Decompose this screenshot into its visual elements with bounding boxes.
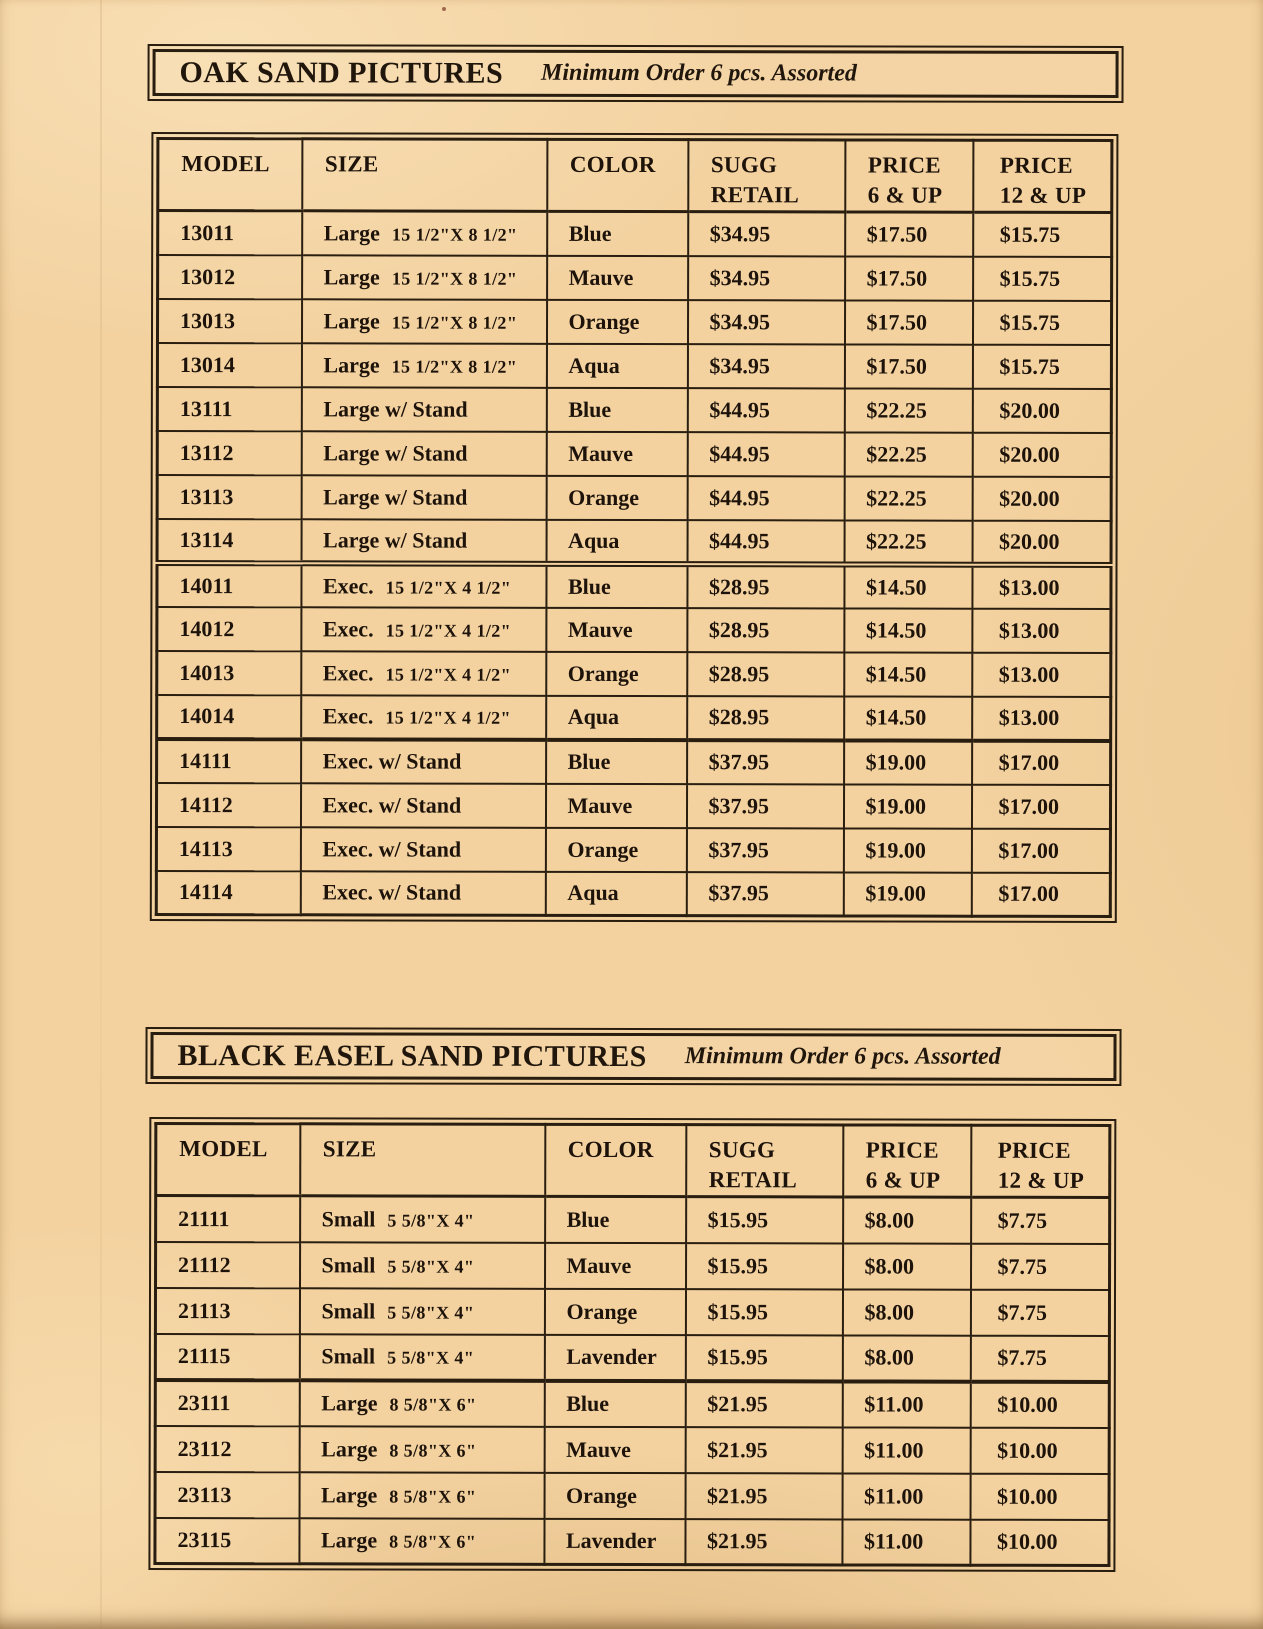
cell-sugg-retail: $21.95 bbox=[685, 1381, 842, 1427]
cell-model: 21112 bbox=[156, 1242, 300, 1288]
cell-sugg-retail: $44.95 bbox=[687, 476, 844, 520]
table-row bbox=[155, 1334, 1109, 1382]
cell-price-12up: $13.00 bbox=[972, 564, 1111, 608]
cell-model: 14113 bbox=[156, 827, 300, 871]
cell-size: Large 8 5/8"X 6" bbox=[299, 1518, 544, 1565]
table-body-black-easel bbox=[155, 1196, 1110, 1566]
cell-size: Large 8 5/8"X 6" bbox=[299, 1380, 544, 1427]
cell-size: Large 15 1/2"X 8 1/2" bbox=[301, 299, 546, 344]
cell-price-12up: $10.00 bbox=[970, 1473, 1109, 1519]
section-title-black-easel: BLACK EASEL SAND PICTURES bbox=[177, 1038, 647, 1073]
cell-color: Aqua bbox=[545, 871, 686, 915]
col-header-color: COLOR bbox=[545, 1124, 686, 1196]
col-header-model: MODEL bbox=[158, 139, 302, 211]
cell-price-6up: $14.50 bbox=[844, 564, 972, 608]
cell-price-12up: $17.00 bbox=[971, 784, 1110, 828]
cell-price-12up: $17.00 bbox=[972, 740, 1111, 784]
table-row bbox=[157, 739, 1111, 785]
cell-price-6up: $19.00 bbox=[844, 740, 972, 784]
cell-sugg-retail: $15.95 bbox=[685, 1335, 842, 1381]
header-row bbox=[158, 139, 1112, 213]
cell-sugg-retail: $34.95 bbox=[688, 256, 845, 300]
cell-price-12up: $20.00 bbox=[972, 388, 1111, 432]
cell-price-12up: $13.00 bbox=[972, 652, 1111, 696]
section-header-black-easel bbox=[145, 1027, 1121, 1086]
cell-size: Large 15 1/2"X 8 1/2" bbox=[301, 343, 546, 388]
cell-sugg-retail: $37.95 bbox=[687, 740, 844, 784]
cell-price-12up: $15.75 bbox=[972, 300, 1111, 344]
cell-color: Mauve bbox=[544, 1426, 685, 1472]
cell-sugg-retail: $44.95 bbox=[687, 388, 844, 432]
cell-size: Large 8 5/8"X 6" bbox=[299, 1426, 544, 1473]
table-row bbox=[155, 1518, 1109, 1566]
cell-price-12up: $7.75 bbox=[971, 1197, 1110, 1243]
cell-color: Orange bbox=[545, 827, 686, 871]
cell-color: Mauve bbox=[546, 431, 687, 475]
cell-color: Mauve bbox=[547, 255, 688, 299]
table-row bbox=[157, 519, 1111, 565]
section-title-oak: OAK SAND PICTURES bbox=[179, 55, 504, 90]
table-row bbox=[155, 1472, 1109, 1520]
cell-color: Aqua bbox=[546, 343, 687, 387]
cell-color: Lavender bbox=[544, 1334, 685, 1380]
cell-price-6up: $22.25 bbox=[844, 476, 972, 520]
cell-size: Small 5 5/8"X 4" bbox=[299, 1334, 544, 1381]
table-row bbox=[157, 695, 1111, 741]
cell-color: Blue bbox=[547, 211, 688, 255]
table-row bbox=[158, 255, 1112, 301]
cell-price-6up: $22.25 bbox=[844, 432, 972, 476]
cell-sugg-retail: $37.95 bbox=[686, 784, 843, 828]
cell-price-6up: $8.00 bbox=[843, 1197, 971, 1243]
cell-size: Small 5 5/8"X 4" bbox=[300, 1196, 545, 1243]
table-body-oak bbox=[156, 211, 1111, 917]
cell-sugg-retail: $21.95 bbox=[685, 1519, 842, 1565]
col-header-sugg-retail: SUGG RETAIL bbox=[686, 1125, 843, 1197]
cell-size: Exec. 15 1/2"X 4 1/2" bbox=[301, 695, 546, 740]
cell-model: 13112 bbox=[157, 431, 301, 475]
cell-model: 21113 bbox=[155, 1288, 299, 1334]
cell-color: Orange bbox=[546, 299, 687, 343]
cell-size: Large w/ Stand bbox=[301, 431, 546, 476]
cell-model: 13012 bbox=[158, 255, 302, 299]
table-row bbox=[156, 827, 1110, 873]
cell-model: 14112 bbox=[156, 783, 300, 827]
cell-color: Orange bbox=[544, 1288, 685, 1334]
cell-size: Small 5 5/8"X 4" bbox=[300, 1242, 545, 1289]
cell-size: Large w/ Stand bbox=[301, 475, 546, 520]
cell-price-12up: $10.00 bbox=[970, 1427, 1109, 1473]
cell-size: Exec. 15 1/2"X 4 1/2" bbox=[301, 607, 546, 652]
cell-model: 14114 bbox=[156, 871, 300, 915]
col-header-price-6up: PRICE 6 & UP bbox=[845, 140, 973, 212]
cell-color: Blue bbox=[546, 563, 687, 607]
cell-size: Large 15 1/2"X 8 1/2" bbox=[302, 255, 547, 300]
cell-color: Blue bbox=[544, 1380, 685, 1426]
table-row bbox=[156, 1196, 1110, 1244]
cell-price-6up: $19.00 bbox=[843, 784, 971, 828]
table-row bbox=[157, 563, 1111, 609]
cell-price-12up: $7.75 bbox=[970, 1335, 1109, 1381]
cell-sugg-retail: $37.95 bbox=[686, 828, 843, 872]
cell-size: Large w/ Stand bbox=[301, 519, 546, 564]
cell-price-6up: $22.25 bbox=[844, 388, 972, 432]
cell-price-6up: $8.00 bbox=[842, 1289, 970, 1335]
cell-color: Mauve bbox=[545, 1242, 686, 1288]
col-header-price-12up: PRICE 12 & UP bbox=[973, 140, 1112, 212]
price-table-black-easel bbox=[148, 1117, 1116, 1572]
cell-size: Exec. 15 1/2"X 4 1/2" bbox=[301, 563, 546, 608]
cell-price-6up: $11.00 bbox=[842, 1519, 970, 1565]
cell-sugg-retail: $15.95 bbox=[686, 1197, 843, 1243]
table-row bbox=[157, 475, 1111, 521]
section-header-oak bbox=[147, 44, 1123, 103]
cell-model: 14014 bbox=[157, 695, 301, 739]
cell-price-12up: $13.00 bbox=[972, 608, 1111, 652]
cell-price-6up: $8.00 bbox=[842, 1335, 970, 1381]
table-row bbox=[156, 871, 1110, 917]
cell-sugg-retail: $21.95 bbox=[685, 1427, 842, 1473]
cell-sugg-retail: $28.95 bbox=[687, 696, 844, 740]
cell-model: 13014 bbox=[157, 343, 301, 387]
cell-price-6up: $22.25 bbox=[844, 520, 972, 564]
cell-model: 13111 bbox=[157, 387, 301, 431]
section-header-oak-inner bbox=[153, 49, 1119, 98]
cell-sugg-retail: $34.95 bbox=[687, 344, 844, 388]
cell-price-12up: $20.00 bbox=[972, 432, 1111, 476]
cell-price-6up: $14.50 bbox=[844, 608, 972, 652]
table-row bbox=[156, 1242, 1110, 1290]
col-header-size: SIZE bbox=[300, 1124, 545, 1197]
cell-price-12up: $17.00 bbox=[971, 828, 1110, 872]
table-row bbox=[157, 387, 1111, 433]
cell-color: Orange bbox=[544, 1472, 685, 1518]
cell-model: 23115 bbox=[155, 1518, 299, 1564]
table-row bbox=[157, 299, 1111, 345]
price-table-oak bbox=[150, 132, 1119, 923]
col-header-sugg-retail: SUGG RETAIL bbox=[688, 140, 845, 212]
col-header-price-12up: PRICE 12 & UP bbox=[971, 1125, 1110, 1197]
cell-price-12up: $7.75 bbox=[971, 1243, 1110, 1289]
cell-price-6up: $17.50 bbox=[845, 212, 973, 256]
cell-model: 23112 bbox=[155, 1426, 299, 1472]
cell-color: Mauve bbox=[545, 783, 686, 827]
table-row bbox=[155, 1288, 1109, 1336]
table-row bbox=[155, 1380, 1109, 1428]
cell-size: Large 8 5/8"X 6" bbox=[299, 1472, 544, 1519]
table-row bbox=[157, 343, 1111, 389]
table-row bbox=[157, 651, 1111, 697]
table-row bbox=[157, 607, 1111, 653]
cell-model: 23113 bbox=[155, 1472, 299, 1518]
cell-sugg-retail: $44.95 bbox=[687, 520, 844, 564]
cell-price-6up: $17.50 bbox=[844, 300, 972, 344]
price-table-oak-grid bbox=[155, 137, 1114, 918]
cell-sugg-retail: $34.95 bbox=[688, 212, 845, 256]
header-row bbox=[156, 1124, 1110, 1198]
cell-sugg-retail: $44.95 bbox=[687, 432, 844, 476]
cell-model: 14013 bbox=[157, 651, 301, 695]
cell-sugg-retail: $21.95 bbox=[685, 1473, 842, 1519]
price-table-black-easel-grid bbox=[153, 1122, 1111, 1567]
cell-size: Small 5 5/8"X 4" bbox=[299, 1288, 544, 1335]
cell-size: Exec. w/ Stand bbox=[300, 827, 545, 872]
cell-color: Orange bbox=[546, 651, 687, 695]
cell-model: 13013 bbox=[157, 299, 301, 343]
cell-price-12up: $13.00 bbox=[972, 696, 1111, 740]
cell-sugg-retail: $28.95 bbox=[687, 608, 844, 652]
cell-size: Large w/ Stand bbox=[301, 387, 546, 432]
cell-price-12up: $15.75 bbox=[973, 212, 1112, 256]
cell-price-6up: $17.50 bbox=[845, 256, 973, 300]
cell-price-12up: $15.75 bbox=[973, 256, 1112, 300]
col-header-price-6up: PRICE 6 & UP bbox=[843, 1125, 971, 1197]
cell-model: 23111 bbox=[155, 1380, 299, 1426]
cell-price-6up: $17.50 bbox=[844, 344, 972, 388]
cell-price-6up: $14.50 bbox=[844, 696, 972, 740]
cell-sugg-retail: $34.95 bbox=[687, 300, 844, 344]
cell-model: 13113 bbox=[157, 475, 301, 519]
cell-size: Exec. w/ Stand bbox=[300, 783, 545, 828]
minimum-order-note-oak: Minimum Order 6 pcs. Assorted bbox=[541, 59, 857, 87]
cell-sugg-retail: $37.95 bbox=[686, 872, 843, 916]
table-row bbox=[155, 1426, 1109, 1474]
cell-price-12up: $10.00 bbox=[970, 1381, 1109, 1427]
cell-sugg-retail: $28.95 bbox=[687, 652, 844, 696]
cell-color: Blue bbox=[546, 387, 687, 431]
cell-color: Aqua bbox=[546, 519, 687, 563]
cell-model: 21111 bbox=[156, 1196, 300, 1242]
cell-model: 14011 bbox=[157, 563, 301, 607]
cell-price-12up: $20.00 bbox=[972, 476, 1111, 520]
cell-model: 13114 bbox=[157, 519, 301, 563]
cell-price-6up: $19.00 bbox=[843, 872, 971, 916]
cell-sugg-retail: $15.95 bbox=[685, 1289, 842, 1335]
cell-price-6up: $19.00 bbox=[843, 828, 971, 872]
cell-sugg-retail: $28.95 bbox=[687, 564, 844, 608]
cell-price-12up: $17.00 bbox=[971, 872, 1110, 916]
col-header-color: COLOR bbox=[547, 139, 688, 211]
cell-size: Exec. 15 1/2"X 4 1/2" bbox=[301, 651, 546, 696]
cell-model: 21115 bbox=[155, 1334, 299, 1380]
cell-size: Exec. w/ Stand bbox=[300, 871, 545, 916]
cell-price-12up: $7.75 bbox=[970, 1289, 1109, 1335]
cell-model: 14111 bbox=[157, 739, 301, 783]
cell-price-6up: $11.00 bbox=[842, 1381, 970, 1427]
cell-color: Lavender bbox=[544, 1518, 685, 1564]
cell-color: Orange bbox=[546, 475, 687, 519]
cell-price-12up: $10.00 bbox=[970, 1519, 1109, 1565]
cell-color: Blue bbox=[545, 1196, 686, 1242]
cell-color: Aqua bbox=[546, 695, 687, 739]
cell-model: 13011 bbox=[158, 211, 302, 255]
cell-price-12up: $15.75 bbox=[972, 344, 1111, 388]
cell-color: Mauve bbox=[546, 607, 687, 651]
table-row bbox=[158, 211, 1112, 257]
table-row bbox=[156, 783, 1110, 829]
cell-price-6up: $8.00 bbox=[843, 1243, 971, 1289]
col-header-size: SIZE bbox=[302, 139, 547, 212]
cell-price-6up: $14.50 bbox=[844, 652, 972, 696]
table-row bbox=[157, 431, 1111, 477]
cell-price-6up: $11.00 bbox=[842, 1473, 970, 1519]
cell-size: Exec. w/ Stand bbox=[301, 739, 546, 784]
cell-color: Blue bbox=[546, 739, 687, 783]
minimum-order-note-black-easel: Minimum Order 6 pcs. Assorted bbox=[684, 1043, 1001, 1070]
cell-sugg-retail: $15.95 bbox=[686, 1243, 843, 1289]
cell-price-12up: $20.00 bbox=[972, 520, 1111, 564]
cell-size: Large 15 1/2"X 8 1/2" bbox=[302, 211, 547, 256]
cell-model: 14012 bbox=[157, 607, 301, 651]
cell-price-6up: $11.00 bbox=[842, 1427, 970, 1473]
section-header-black-easel-inner bbox=[150, 1032, 1116, 1081]
col-header-model: MODEL bbox=[156, 1124, 300, 1196]
